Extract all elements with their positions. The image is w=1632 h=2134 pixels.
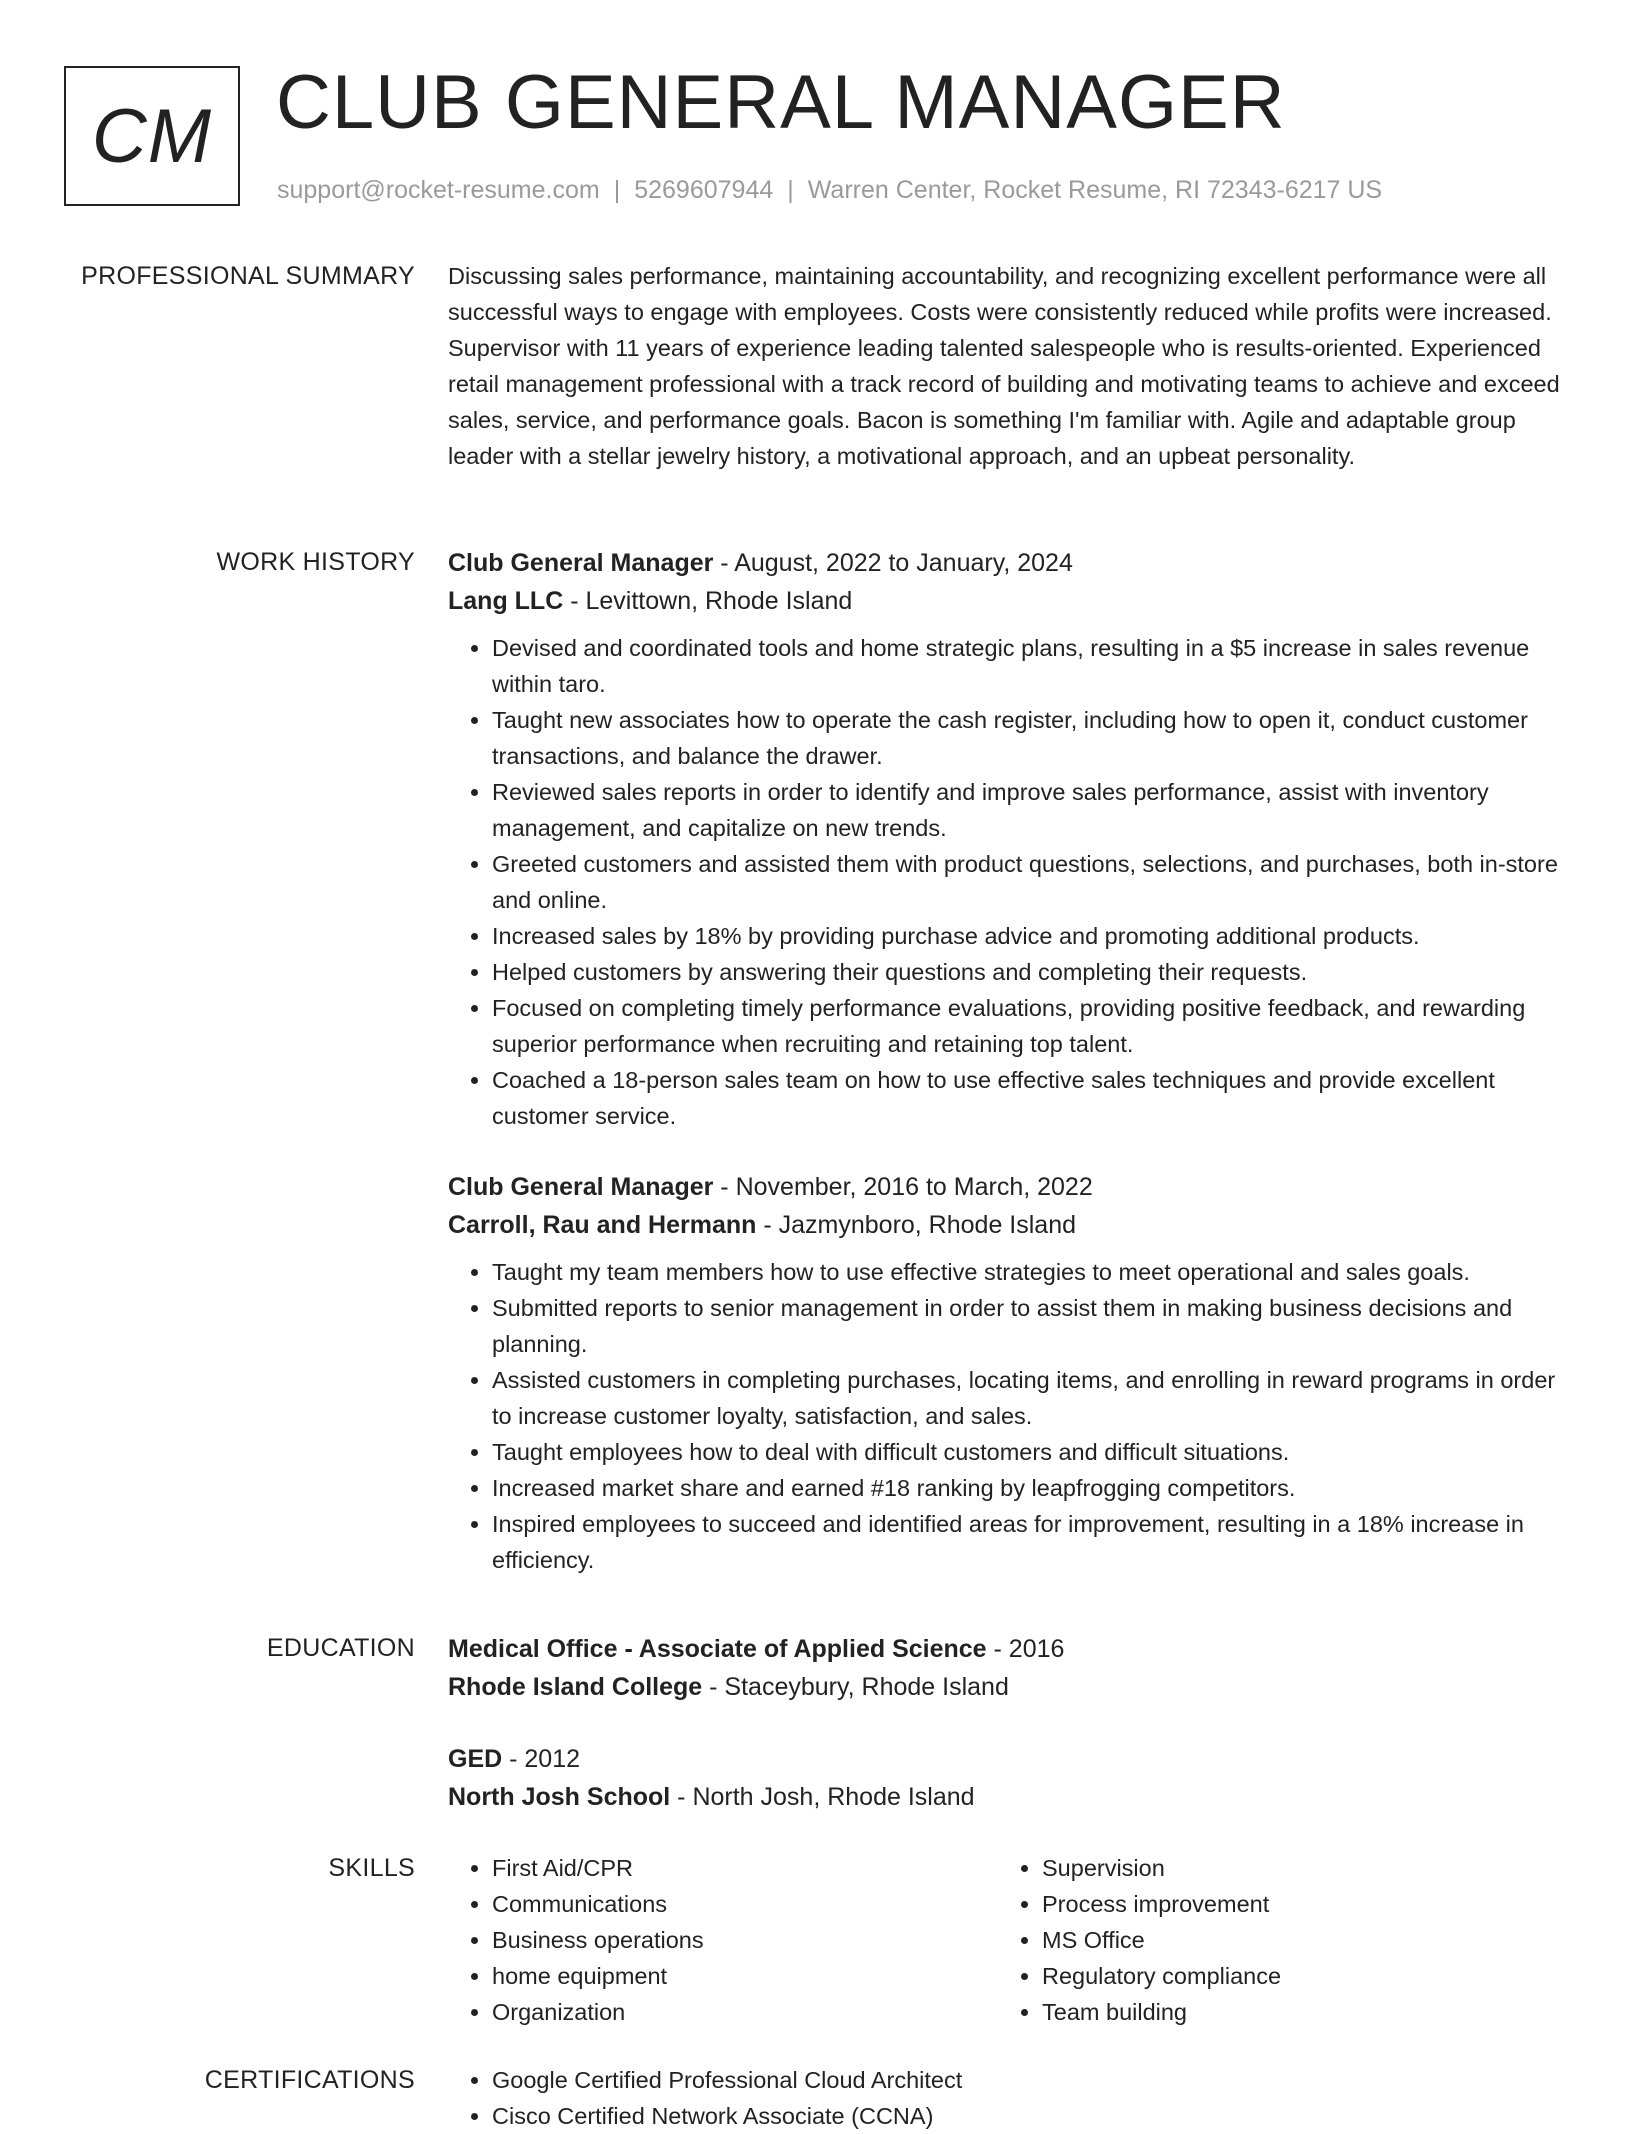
job-bullet: • Taught my team members how to use effective strategies to meet operational and sales goals. bbox=[492, 1254, 1568, 1290]
job-company-line bbox=[448, 582, 1568, 620]
certifications-content bbox=[448, 2062, 1568, 2134]
resume-title: CLUB GENERAL MANAGER bbox=[276, 60, 1286, 145]
contact-address: Warren Center, Rocket Resume, RI 72343-6217 US bbox=[807, 176, 1383, 204]
education-school: North Josh School bbox=[448, 1783, 671, 1811]
job-bullet: • Devised and coordinated tools and home strategic plans, resulting in a $5 increase in sales revenue within taro. bbox=[492, 630, 1568, 702]
job-bullet: • Taught new associates how to operate the cash register, including how to open it, conduct customer transactions, and balance the drawer. bbox=[492, 702, 1568, 774]
education-location: - North Josh, Rhode Island bbox=[670, 1783, 975, 1811]
education-degree-line bbox=[448, 1630, 1568, 1668]
job-entry bbox=[448, 544, 1568, 1134]
section-title-work-history: WORK HISTORY bbox=[216, 548, 415, 576]
job-bullet: • Assisted customers in completing purchases, locating items, and enrolling in reward programs in order to increase customer loyalty, satisfaction, and sales. bbox=[492, 1362, 1568, 1434]
education-school-line bbox=[448, 1668, 1568, 1706]
certification-item: • Cisco Certified Network Associate (CCNA) bbox=[492, 2098, 1568, 2134]
job-location: - Jazmynboro, Rhode Island bbox=[756, 1211, 1077, 1239]
skill-item: • Supervision bbox=[1042, 1850, 1548, 1886]
job-company-line bbox=[448, 1206, 1568, 1244]
skill-item: • Process improvement bbox=[1042, 1886, 1548, 1922]
education-school-line bbox=[448, 1778, 1568, 1816]
monogram-box bbox=[64, 66, 240, 206]
skill-item: • home equipment bbox=[492, 1958, 998, 1994]
contact-separator: | bbox=[787, 176, 794, 204]
education-degree: GED bbox=[448, 1745, 503, 1773]
job-entry bbox=[448, 1168, 1568, 1578]
work-history-content bbox=[448, 544, 1568, 1612]
contact-phone[interactable]: 5269607944 bbox=[634, 176, 774, 204]
section-title-certifications: CERTIFICATIONS bbox=[204, 2066, 415, 2094]
education-degree: Medical Office - Associate of Applied Science bbox=[448, 1635, 987, 1663]
education-degree-line bbox=[448, 1740, 1568, 1778]
job-title-line bbox=[448, 1168, 1568, 1206]
skill-item: • Organization bbox=[492, 1994, 998, 2030]
skills-list-left bbox=[448, 1850, 998, 2030]
skill-item: • MS Office bbox=[1042, 1922, 1548, 1958]
education-content bbox=[448, 1630, 1568, 1850]
job-bullet: • Taught employees how to deal with difficult customers and difficult situations. bbox=[492, 1434, 1568, 1470]
monogram-initials: CM bbox=[91, 93, 213, 179]
job-dates: - November, 2016 to March, 2022 bbox=[713, 1173, 1093, 1201]
job-bullet: • Coached a 18-person sales team on how to use effective sales techniques and provide excellent customer service. bbox=[492, 1062, 1568, 1134]
education-entry bbox=[448, 1630, 1568, 1706]
education-school: Rhode Island College bbox=[448, 1673, 703, 1701]
job-dates: - August, 2022 to January, 2024 bbox=[713, 549, 1073, 577]
job-bullet: • Focused on completing timely performance evaluations, providing positive feedback, and rewarding superior performance when recruiting and retaining top talent. bbox=[492, 990, 1568, 1062]
skill-item: • Business operations bbox=[492, 1922, 998, 1958]
skill-item: • First Aid/CPR bbox=[492, 1850, 998, 1886]
education-entry bbox=[448, 1740, 1568, 1816]
contact-email[interactable]: support@rocket-resume.com bbox=[277, 176, 600, 204]
job-bullets bbox=[448, 630, 1568, 1134]
certifications-list bbox=[448, 2062, 1568, 2134]
section-title-summary: PROFESSIONAL SUMMARY bbox=[81, 262, 415, 290]
summary-text: Discussing sales performance, maintaining accountability, and recognizing excellent performance were all successful ways to engage with employees. Costs were consistently reduced while profits were increased. Supervisor with 11 years of experience leading talented salespeople who is results-oriented. Experienced retail management professional with a track record of building and motivating teams to achieve and exceed sales, service, and performance goals. Bacon is something I'm familiar with. Agile and adaptable group leader with a stellar jewelry history, a motivational approach, and an upbeat personality. bbox=[448, 263, 1560, 469]
contact-line bbox=[277, 176, 1382, 205]
skill-item: • Team building bbox=[1042, 1994, 1548, 2030]
certification-item: • Google Certified Professional Cloud Architect bbox=[492, 2062, 1568, 2098]
skills-content bbox=[448, 1850, 1568, 2030]
job-role: Club General Manager bbox=[448, 1173, 714, 1201]
job-bullet: • Submitted reports to senior management in order to assist them in making business decisions and planning. bbox=[492, 1290, 1568, 1362]
education-year: - 2016 bbox=[986, 1635, 1065, 1663]
job-bullets bbox=[448, 1254, 1568, 1578]
section-title-skills: SKILLS bbox=[328, 1854, 415, 1882]
job-bullet: • Reviewed sales reports in order to identify and improve sales performance, assist with inventory management, and capitalize on new trends. bbox=[492, 774, 1568, 846]
job-bullet: • Inspired employees to succeed and identified areas for improvement, resulting in a 18% increase in efficiency. bbox=[492, 1506, 1568, 1578]
job-company: Lang LLC bbox=[448, 587, 564, 615]
job-bullet: • Helped customers by answering their questions and completing their requests. bbox=[492, 954, 1568, 990]
contact-separator: | bbox=[613, 176, 621, 204]
job-location: - Levittown, Rhode Island bbox=[563, 587, 853, 615]
job-bullet: • Greeted customers and assisted them with product questions, selections, and purchases, both in-store and online. bbox=[492, 846, 1568, 918]
job-bullet: • Increased sales by 18% by providing purchase advice and promoting additional products. bbox=[492, 918, 1568, 954]
skill-item: • Regulatory compliance bbox=[1042, 1958, 1548, 1994]
skill-item: • Communications bbox=[492, 1886, 998, 1922]
job-role: Club General Manager bbox=[448, 549, 714, 577]
job-title-line bbox=[448, 544, 1568, 582]
education-location: - Staceybury, Rhode Island bbox=[702, 1673, 1009, 1701]
skills-list-right bbox=[998, 1850, 1548, 2030]
job-bullet: • Increased market share and earned #18 ranking by leapfrogging competitors. bbox=[492, 1470, 1568, 1506]
job-company: Carroll, Rau and Hermann bbox=[448, 1211, 757, 1239]
education-year: - 2012 bbox=[502, 1745, 581, 1773]
section-title-education: EDUCATION bbox=[266, 1634, 415, 1662]
